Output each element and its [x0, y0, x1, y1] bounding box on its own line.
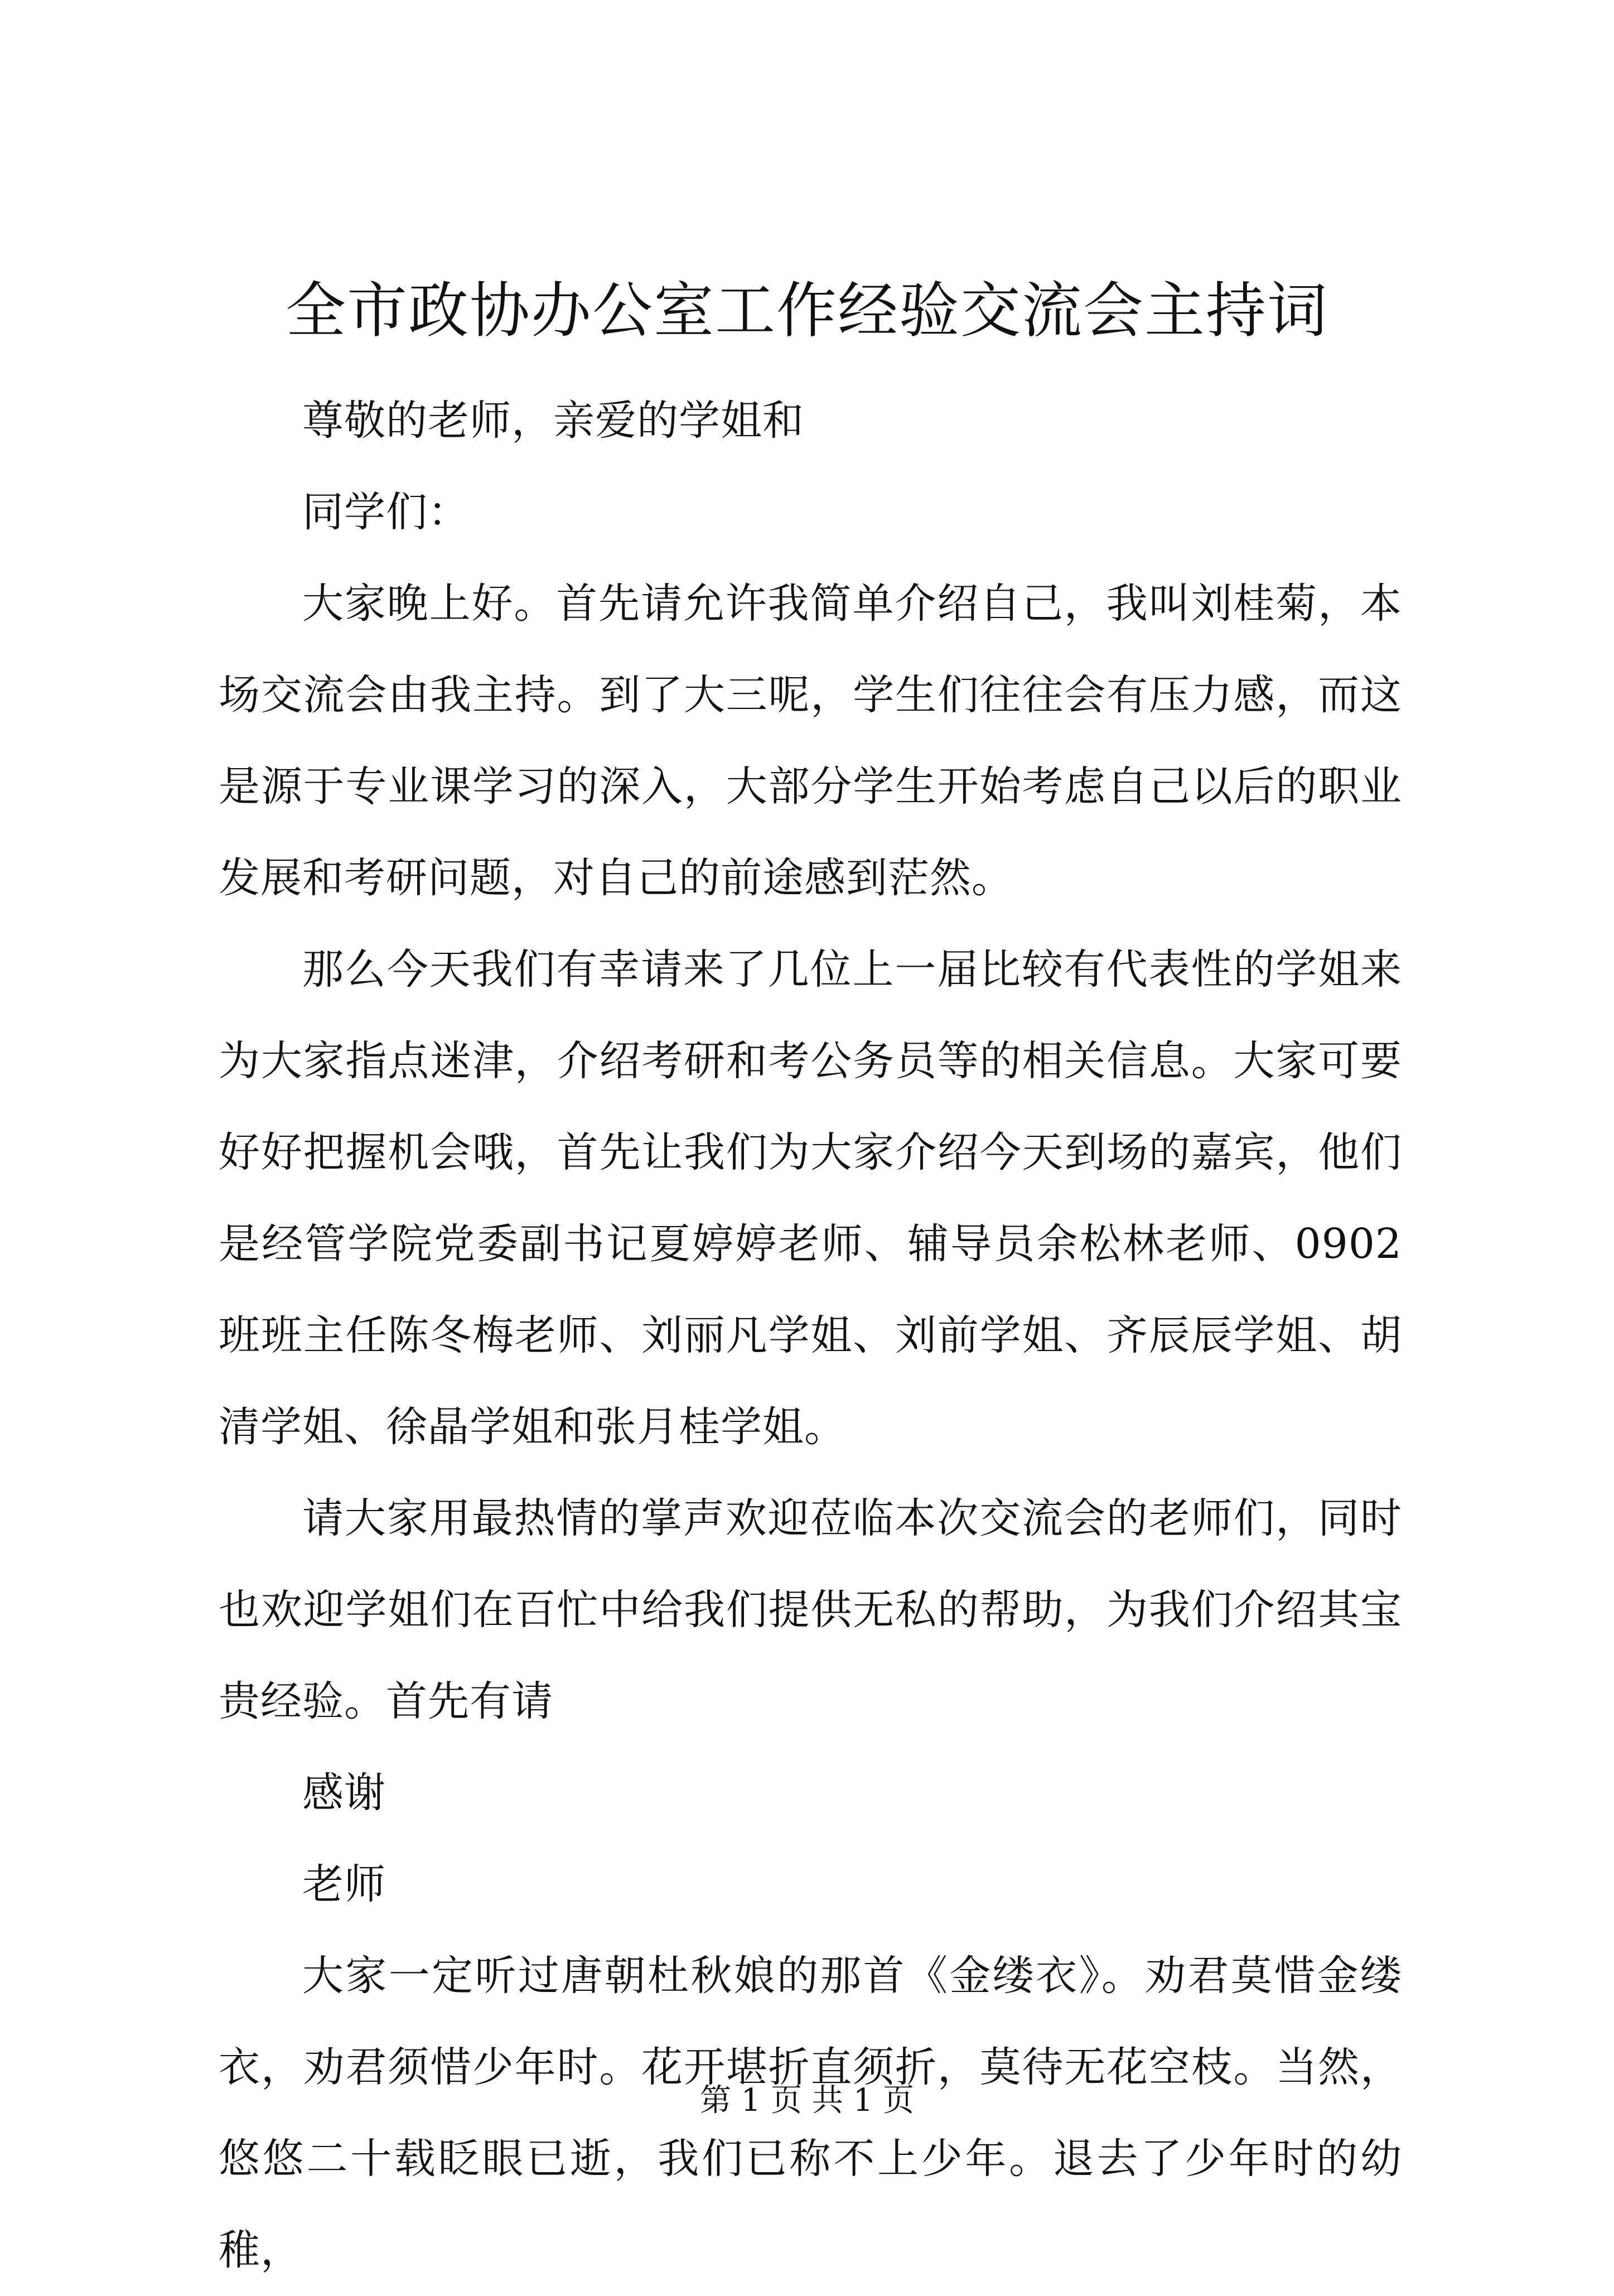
paragraph-greeting-continued: 同学们：: [302, 488, 470, 536]
paragraph-teacher: 老师: [302, 1860, 386, 1908]
paragraph-greeting: 尊敬的老师，亲爱的学姐和: [302, 397, 804, 445]
paragraph-introduction: 大家晚上好。首先请允许我简单介绍自己，我叫刘桂菊，本场交流会由我主持。到了大三呢，学生们往往会有压力感，而这是源于专业课学习的深入，大部分学生开始考虑自己以后的职业发展和考研问题，对自己的前途感到茫然。: [219, 580, 1402, 902]
document-body: [219, 375, 1402, 2296]
page-footer: 第 1 页 共 1 页: [699, 2082, 915, 2119]
paragraph-guests: 那么今天我们有幸请来了几位上一届比较有代表性的学姐来为大家指点迷津，介绍考研和考公务员等的相关信息。大家可要好好把握机会哦，首先让我们为大家介绍今天到场的嘉宾，他们是经管学院党委副书记夏婷婷老师、辅导员余松林老师、0902班班主任陈冬梅老师、刘丽凡学姐、刘前学姐、齐辰辰学姐、胡清学姐、徐晶学姐和张月桂学姐。: [219, 946, 1402, 1451]
paragraph-poem: 大家一定听过唐朝杜秋娘的那首《金缕衣》。劝君莫惜金缕衣，劝君须惜少年时。花开堪折直须折，莫待无花空枝。当然，悠悠二十载眨眼已逝，我们已称不上少年。退去了少年时的幼稚，: [219, 1952, 1402, 2274]
document-title: 全市政协办公室工作经验交流会主持词: [285, 276, 1328, 346]
paragraph-welcome: 请大家用最热情的掌声欢迎莅临本次交流会的老师们，同时也欢迎学姐们在百忙中给我们提供无私的帮助，为我们介绍其宝贵经验。首先有请: [219, 1494, 1402, 1725]
paragraph-thanks: 感谢: [302, 1769, 386, 1817]
